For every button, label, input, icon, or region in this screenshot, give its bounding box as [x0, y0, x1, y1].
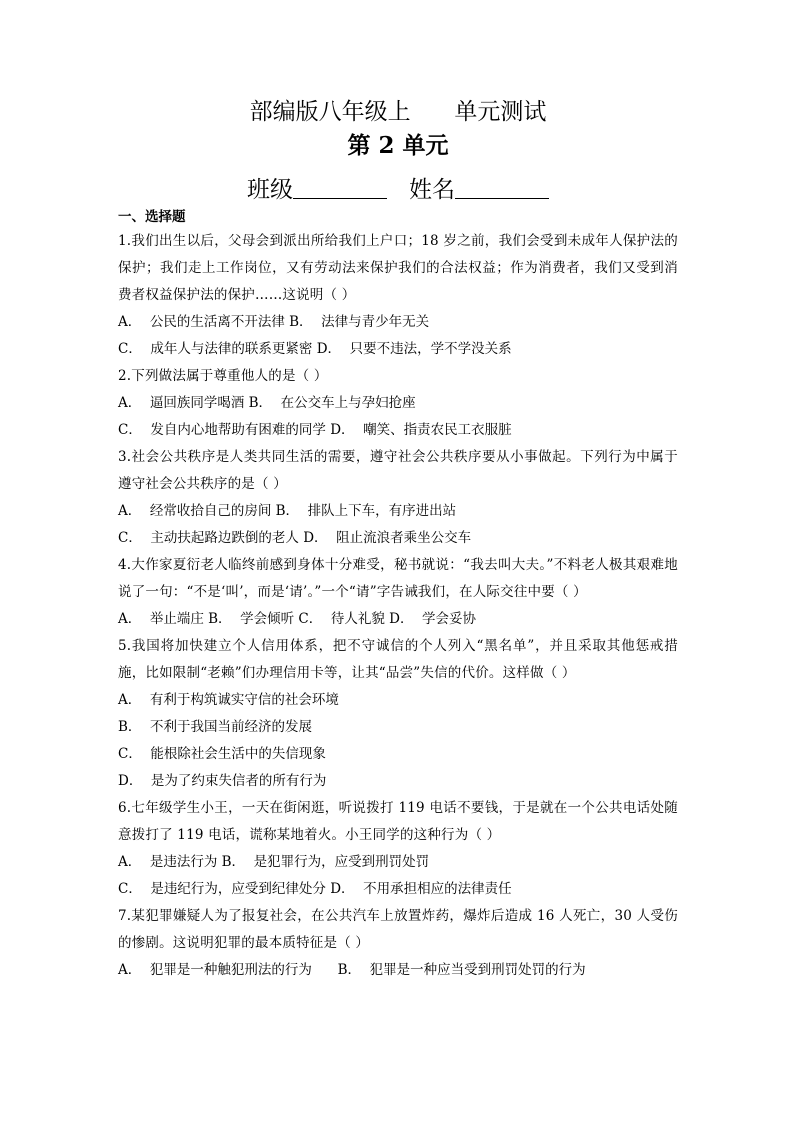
question-7: [118, 903, 678, 984]
option-row: C． 发自内心地帮助有困难的同学 D． 嘲笑、指责农民工衣服脏: [118, 422, 512, 438]
question-1: [118, 228, 678, 363]
name-blank: [455, 172, 549, 199]
option-row: C． 能根除社会生活中的失信现象: [118, 746, 326, 762]
class-label: 班级: [247, 177, 294, 203]
question-4: [118, 552, 678, 633]
class-blank: [293, 172, 387, 199]
question-stem: 4.大作家夏衍老人临终前感到身体十分难受，秘书就说：“我去叫大夫。”不料老人极其艰难地说了一句：“不是‘叫’，而是‘请’。”一个“请”字告诫我们，在人际交往中要（ ）: [118, 557, 678, 600]
option-row: A． 有利于构筑诚实守信的社会环境: [118, 692, 339, 708]
question-stem: 2.下列做法属于尊重他人的是（ ）: [118, 368, 328, 384]
question-6: [118, 795, 678, 903]
option-row: A． 经常收拾自己的房间 B． 排队上下车，有序进出站: [118, 503, 457, 519]
option-row: C． 主动扶起路边跌倒的老人 D． 阻止流浪者乘坐公交车: [118, 530, 472, 546]
question-5: [118, 633, 678, 795]
worksheet-page: [118, 92, 678, 984]
question-3: [118, 444, 678, 552]
option-row: A． 逼回族同学喝酒 B． 在公交车上与孕妇抢座: [118, 395, 416, 411]
question-2: [118, 363, 678, 444]
option-row: C． 是违纪行为，应受到纪律处分 D． 不用承担相应的法律责任: [118, 881, 512, 897]
option-row: D． 是为了约束失信者的所有行为: [118, 773, 327, 789]
document-title: 部编版八年级上 单元测试: [249, 99, 547, 125]
option-row: A． 举止端庄 B． 学会倾听 C． 待人礼貌 D． 学会妥协: [118, 611, 477, 627]
option-row: A． 是违法行为 B． 是犯罪行为，应受到刑罚处罚: [118, 854, 430, 870]
option-row: B． 不利于我国当前经济的发展: [118, 719, 313, 735]
section-heading: 一、选择题: [118, 209, 186, 225]
option-row: A． 犯罪是一种触犯刑法的行为 B． 犯罪是一种应当受到刑罚处罚的行为: [118, 962, 586, 978]
option-row: A． 公民的生活离不开法律 B． 法律与青少年无关: [118, 314, 430, 330]
option-row: C． 成年人与法律的联系更紧密 D． 只要不违法，学不学没关系: [118, 341, 512, 357]
question-stem: 1.我们出生以后，父母会到派出所给我们上户口；18 岁之前，我们会受到未成年人保护法的保护；我们走上工作岗位，又有劳动法来保护我们的合法权益；作为消费者，我们又受到消费者权益保护法的保护……这说明（ ）: [118, 233, 678, 303]
unit-title: 第 2 单元: [347, 132, 449, 159]
question-stem: 5.我国将加快建立个人信用体系，把不守诚信的个人列入“黑名单”，并且采取其他惩戒措施，比如限制“老赖”们办理信用卡等，让其“品尝”失信的代价。这样做（ ）: [118, 638, 678, 681]
question-stem: 3.社会公共秩序是人类共同生活的需要，遵守社会公共秩序要从小事做起。下列行为中属于遵守社会公共秩序的是（ ）: [118, 449, 678, 492]
question-stem: 6.七年级学生小王，一天在街闲逛，听说拨打 119 电话不要钱，于是就在一个公共电话处随意拨打了 119 电话，谎称某地着火。小王同学的这种行为（ ）: [118, 800, 678, 843]
question-stem: 7.某犯罪嫌疑人为了报复社会，在公共汽车上放置炸药，爆炸后造成 16 人死亡，30 人受伤的惨剧。这说明犯罪的最本质特征是（ ）: [118, 908, 678, 951]
name-label: 姓名: [408, 177, 455, 203]
